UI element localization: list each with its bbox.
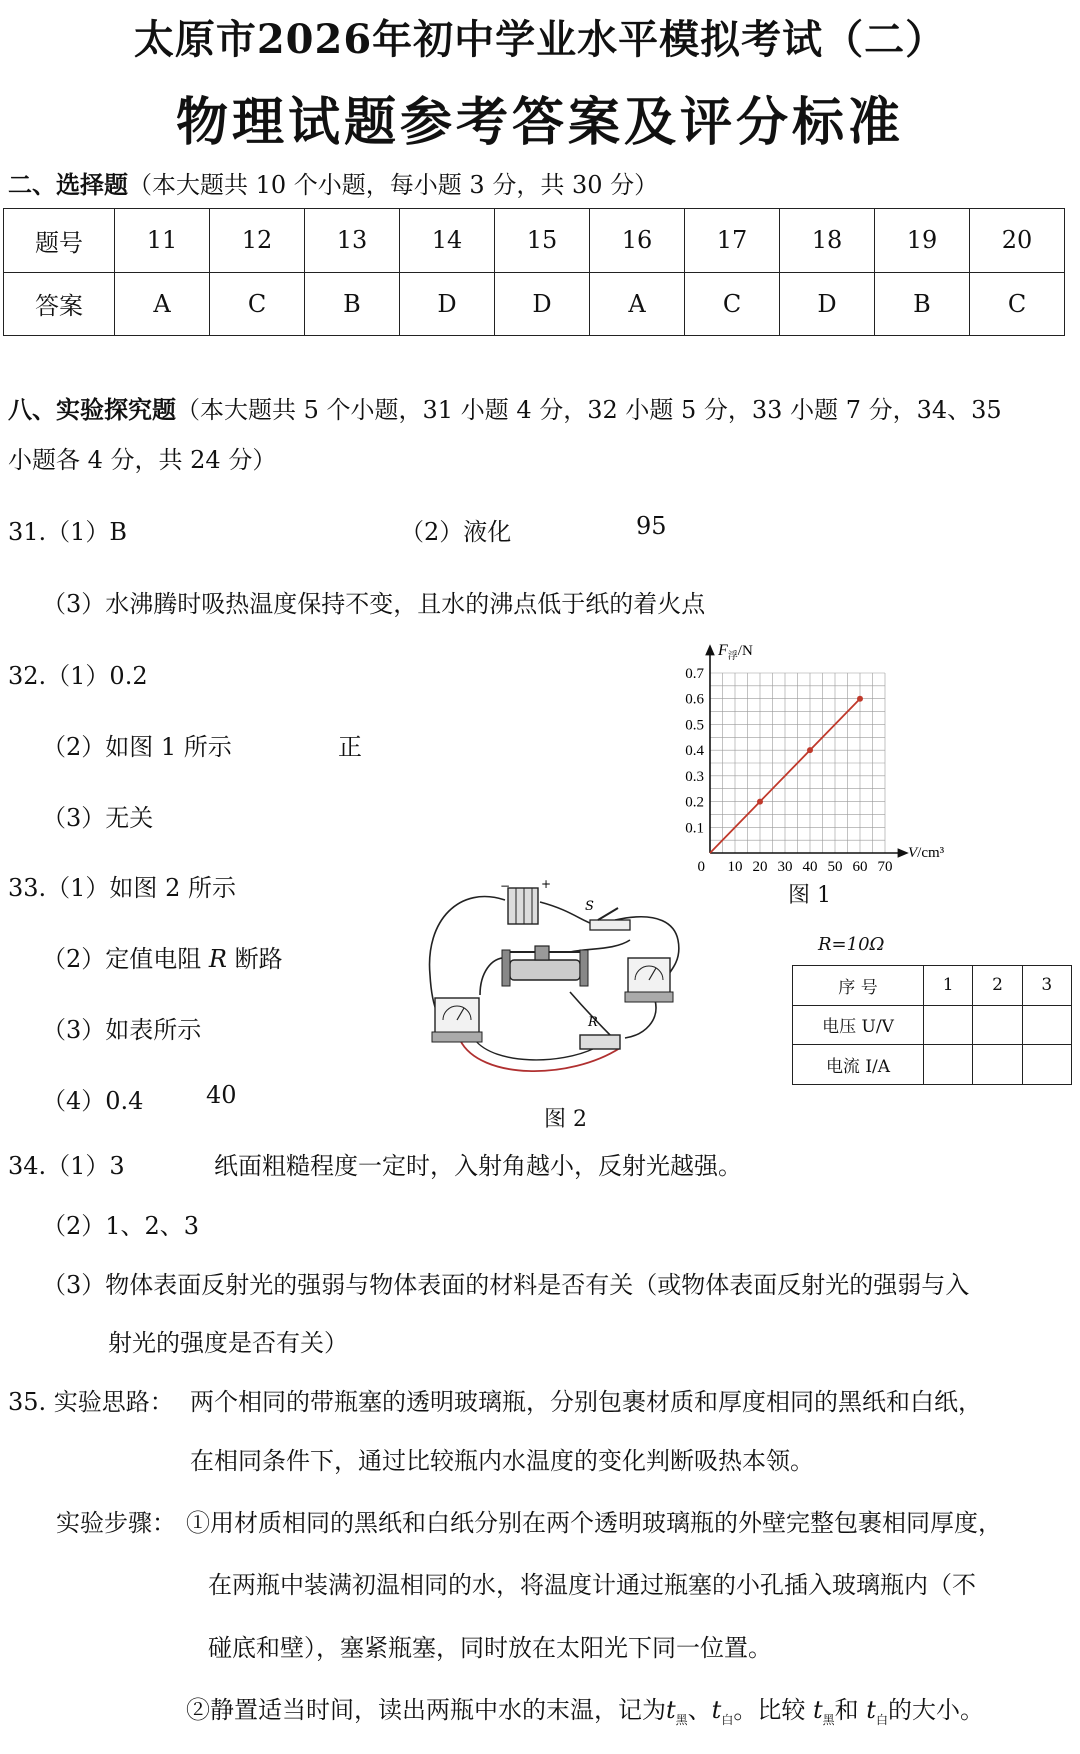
empty-cell bbox=[973, 1005, 1022, 1045]
empty-cell bbox=[1022, 1005, 1071, 1045]
answer-row bbox=[4, 272, 1065, 336]
resistor-icon bbox=[580, 1015, 620, 1049]
answer-cell: D bbox=[495, 272, 590, 336]
buoyancy-volume-chart bbox=[660, 635, 960, 875]
header-cell: 2 bbox=[973, 966, 1022, 1006]
q31-part1: 31.（1）B bbox=[8, 518, 128, 546]
question-cell: 16 bbox=[590, 209, 685, 273]
battery-icon bbox=[500, 880, 551, 924]
sub-white: 白 bbox=[875, 1712, 888, 1727]
q35-step1-line2: 在两瓶中装满初温相同的水，将温度计通过瓶塞的小孔插入玻璃瓶内（不 bbox=[208, 1571, 976, 1599]
circuit-diagram bbox=[420, 880, 710, 1095]
data-point bbox=[857, 696, 863, 702]
empty-cell bbox=[1022, 1045, 1071, 1085]
q35-and: 和 bbox=[834, 1696, 867, 1724]
y-tick-label: 0.1 bbox=[685, 820, 704, 837]
sub-black: 黑 bbox=[675, 1712, 688, 1727]
header-cell: 序 号 bbox=[793, 966, 924, 1006]
svg-text:−: − bbox=[500, 880, 511, 893]
q35-step1-line3: 碰底和壁），塞紧瓶塞，同时放在太阳光下同一位置。 bbox=[208, 1634, 772, 1662]
header-cell: 3 bbox=[1022, 966, 1071, 1006]
answer-cell: D bbox=[780, 272, 875, 336]
q34-part3-line2: 射光的强度是否有关） bbox=[108, 1329, 348, 1357]
origin-label: 0 bbox=[697, 859, 705, 875]
q33-part2 bbox=[42, 939, 283, 974]
wire bbox=[625, 1000, 656, 1038]
q33-part2-prefix: （2）定值电阻 bbox=[42, 945, 209, 973]
y-tick-label: 0.4 bbox=[685, 743, 704, 760]
header-cell: 1 bbox=[924, 966, 973, 1006]
wire bbox=[475, 1040, 595, 1060]
var-t: t bbox=[812, 1696, 823, 1724]
svg-text:+: + bbox=[541, 880, 552, 891]
question-cell: 15 bbox=[495, 209, 590, 273]
answer-cell: C bbox=[970, 272, 1065, 336]
x-tick-label: 60 bbox=[852, 859, 868, 875]
y-axis-label: $F_浮/N$ bbox=[718, 642, 753, 662]
q34-part1: 34.（1）3 bbox=[8, 1152, 125, 1180]
section8-label: 八、实验探究题 bbox=[8, 395, 176, 424]
answer-cell: B bbox=[305, 272, 400, 336]
question-cell: 17 bbox=[685, 209, 780, 273]
x-tick-label: 20 bbox=[752, 859, 768, 875]
y-tick-label: 0.5 bbox=[685, 717, 704, 734]
q32-part2: （2）如图 1 所示 bbox=[42, 733, 232, 761]
section2-note: （本大题共 10 个小题，每小题 3 分，共 30 分） bbox=[128, 171, 659, 199]
q35-idea-line2: 在相同条件下，通过比较瓶内水温度的变化判断吸热本领。 bbox=[190, 1447, 814, 1475]
q33-part3: （3）如表所示 bbox=[42, 1016, 202, 1044]
q35-step2-text-b: 。比较 bbox=[733, 1696, 813, 1724]
y-tick-label: 0.3 bbox=[685, 768, 704, 785]
section8-heading bbox=[8, 390, 1002, 425]
answer-cell: B bbox=[875, 272, 970, 336]
question-cell: 12 bbox=[210, 209, 305, 273]
answer-key-title: 物理试题参考答案及评分标准 bbox=[175, 92, 904, 153]
row-label-voltage: 电压 U/V bbox=[793, 1005, 924, 1045]
question-cell: 20 bbox=[970, 209, 1065, 273]
question-cell: 14 bbox=[400, 209, 495, 273]
question-cell: 11 bbox=[115, 209, 210, 273]
section8-note-line1: （本大题共 5 个小题，31 小题 4 分，32 小题 5 分，33 小题 7 分，34、35 bbox=[176, 396, 1002, 424]
table-row bbox=[793, 966, 1072, 1006]
data-point bbox=[807, 747, 813, 753]
var-t: t bbox=[866, 1696, 876, 1724]
separator: 、 bbox=[687, 1696, 712, 1724]
q35-step1-line1: ①用材质相同的黑纸和白纸分别在两个透明玻璃瓶的外壁完整包裹相同厚度， bbox=[186, 1509, 1002, 1537]
q35-idea-label: 35. 实验思路： bbox=[8, 1388, 174, 1416]
sub-white: 白 bbox=[721, 1712, 734, 1727]
q35-idea-line1: 两个相同的带瓶塞的透明玻璃瓶，分别包裹材质和厚度相同的黑纸和白纸， bbox=[190, 1388, 982, 1416]
q35-steps-label: 实验步骤： bbox=[56, 1509, 176, 1537]
question-cell: 18 bbox=[780, 209, 875, 273]
y-tick-label: 0.6 bbox=[685, 691, 704, 708]
figure1-chart bbox=[660, 635, 960, 875]
y-tick-label: 0.7 bbox=[685, 666, 704, 682]
q31-part2-value: 95 bbox=[636, 512, 667, 540]
q33-part1: 33.（1）如图 2 所示 bbox=[8, 874, 236, 902]
section8-note-line2: 小题各 4 分，共 24 分） bbox=[8, 446, 277, 474]
empty-cell bbox=[973, 1045, 1022, 1085]
figure2-caption: 图 2 bbox=[544, 1107, 587, 1132]
row-label-answer: 答案 bbox=[4, 272, 115, 336]
q31-part3: （3）水沸腾时吸热温度保持不变，且水的沸点低于纸的着火点 bbox=[42, 590, 706, 618]
row-label-current: 电流 I/A bbox=[793, 1045, 924, 1085]
rheostat-icon bbox=[502, 946, 588, 986]
q34-part3-line1: （3）物体表面反射光的强弱与物体表面的材料是否有关（或物体表面反射光的强弱与入 bbox=[42, 1271, 970, 1299]
resistor-label: R bbox=[588, 1015, 598, 1030]
voltmeter-icon bbox=[625, 958, 673, 1002]
question-number-row bbox=[4, 209, 1065, 273]
data-point bbox=[757, 799, 763, 805]
section2-label: 二、选择题 bbox=[8, 170, 128, 199]
q35-step2 bbox=[186, 1690, 984, 1728]
q33-part2-suffix: 断路 bbox=[226, 945, 283, 973]
switch-icon bbox=[585, 899, 630, 930]
y-tick-label: 0.2 bbox=[685, 794, 704, 811]
sub-black: 黑 bbox=[822, 1712, 835, 1727]
figure2-circuit bbox=[420, 880, 710, 1095]
result-table-caption: R=10Ω bbox=[818, 934, 885, 955]
q31-part2: （2）液化 bbox=[400, 518, 512, 546]
q33-part2-var: R bbox=[208, 945, 227, 973]
answer-cell: C bbox=[210, 272, 305, 336]
switch-label: S bbox=[585, 899, 594, 914]
section2-heading bbox=[8, 165, 658, 200]
q35-step2-text-c: 的大小。 bbox=[887, 1696, 984, 1724]
ammeter-icon bbox=[432, 998, 482, 1042]
x-tick-label: 10 bbox=[727, 859, 743, 875]
wire bbox=[570, 940, 630, 952]
q34-part2: （2）1、2、3 bbox=[42, 1212, 200, 1240]
answer-cell: D bbox=[400, 272, 495, 336]
q32-part2-extra: 正 bbox=[338, 733, 362, 761]
exam-title: 太原市2026年初中学业水平模拟考试（二） bbox=[133, 16, 947, 63]
var-t: t bbox=[711, 1696, 722, 1724]
table-row bbox=[793, 1045, 1072, 1085]
q33-part4-value: 40 bbox=[206, 1081, 237, 1109]
answer-cell: A bbox=[115, 272, 210, 336]
x-tick-label: 50 bbox=[827, 859, 843, 875]
measurement-table bbox=[792, 965, 1072, 1085]
var-t: t bbox=[666, 1696, 676, 1724]
table-row bbox=[793, 1005, 1072, 1045]
q32-part1: 32.（1）0.2 bbox=[8, 662, 148, 690]
q34-part1-text: 纸面粗糙程度一定时，入射角越小，反射光越强。 bbox=[214, 1152, 742, 1180]
answer-cell: C bbox=[685, 272, 780, 336]
x-tick-label: 30 bbox=[777, 859, 793, 875]
x-tick-label: 40 bbox=[802, 859, 818, 875]
q33-part4: （4）0.4 bbox=[42, 1087, 144, 1115]
answer-cell: A bbox=[590, 272, 685, 336]
empty-cell bbox=[924, 1045, 973, 1085]
x-tick-label: 70 bbox=[877, 859, 893, 875]
x-axis-label: V/cm³ bbox=[908, 845, 945, 861]
row-label-number: 题号 bbox=[4, 209, 115, 273]
question-cell: 13 bbox=[305, 209, 400, 273]
empty-cell bbox=[924, 1005, 973, 1045]
q32-part3: （3）无关 bbox=[42, 804, 154, 832]
choice-answer-table bbox=[3, 208, 1065, 336]
q35-step2-text-a: ②静置适当时间，读出两瓶中水的末温，记为 bbox=[186, 1696, 666, 1724]
question-cell: 19 bbox=[875, 209, 970, 273]
figure1-caption: 图 1 bbox=[788, 883, 831, 908]
